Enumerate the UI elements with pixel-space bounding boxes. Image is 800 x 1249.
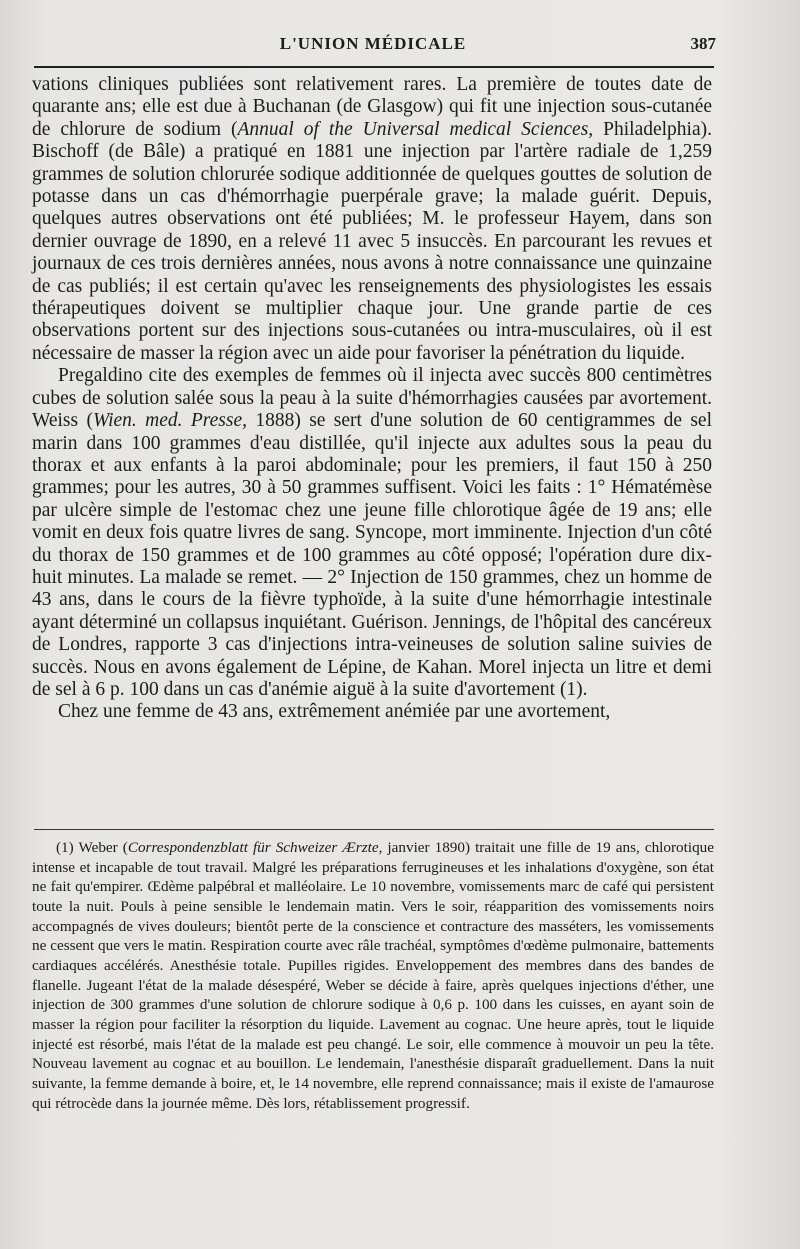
paragraph-1-text-a: vations cliniques publiées sont relativement rares. La première de toutes date de quarante ans; elle est due à Buchanan (de Glasgow) qui fit une injection sous-cutanée de chlorure de sodium ( <box>32 74 712 140</box>
footnote-rule <box>34 829 714 830</box>
page-number: 387 <box>690 34 716 53</box>
running-title: L'UNION MÉDICALE <box>279 34 467 53</box>
citation-wien-med-presse: Wien. med. Presse, <box>92 410 248 432</box>
footnote-1-text-b: janvier 1890) traitait une fille de 19 ans, chlorotique intense et incapable de tout travail. Malgré les préparations ferrugineuses et les inhalations d'oxygène, son état ne fait qu'empirer. Œdème palpébral et malléolaire. Le 10 novembre, vomissements marc de café qui persistent toute la nuit. Pouls à peine sensible le lendemain matin. Vers le soir, réapparition des vomissements noirs accompagnés de vives douleurs; bientôt perte de la conscience et contracture des masséters, les vomissements ne cessent que vers le matin. Respiration courte avec râle trachéal, symptômes d'œdème pulmonaire, battements cardiaques accélérés. Anesthésie totale. Pupilles rigides. Enveloppement des membres dans des bandes de flanelle. Jugeant l'état de la malade désespéré, Weber se décide à faire, après quelques injections d'éther, une injection de 300 grammes d'une solution de chlorure sodique à 0,6 p. 100 dans les cuisses, en ayant soin de masser la région pour faciliter la résorption du liquide. Lavement au cognac. Une heure après, tout le liquide injecté est résorbé, mais l'état de la malade est peu changé. Le soir, elle commence à mouvoir un peu la tête. Nouveau lavement au cognac et au bouillon. Le lendemain, l'anesthésie disparaît graduellement. Dans la nuit suivante, la femme demande à boire, et, le 14 novembre, elle reprend connaissance; mais il existe de l'amaurose qui rétrocède dans la journée même. Dès lors, rétablissement progressif. <box>32 839 714 1112</box>
paragraph-1-text-b: Philadelphia). Bischoff (de Bâle) a pratiqué en 1881 une injection par l'artère radiale de 1,259 grammes de solution chlorurée sodique additionnée de quelques gouttes de solution de potasse dans un cas d'hémorrhagie puerpérale grave; la malade guérit. Depuis, quelques autres observations ont été publiées; M. le professeur Hayem, dans son dernier ouvrage de 1890, en a relevé 11 avec 5 insuccès. En parcourant les revues et journaux de ces trois dernières années, nous avons à notre connaissance une quinzaine de cas publiés; il est certain qu'avec les renseignements des physiologistes les essais thérapeutiques doivent se multiplier chaque jour. Une grande partie de ces observations portent sur des injections sous-cutanées ou intra-musculaires, où il est nécessaire de masser la région avec un aide pour favoriser la pénétration du liquide. <box>32 118 712 364</box>
footnote-1 <box>32 838 714 1113</box>
citation-annual-universal-medical-sciences: Annual of the Universal medical Sciences, <box>237 118 594 140</box>
citation-correspondenzblatt: Correspondenzblatt für Schweizer Ærzte, <box>127 839 383 856</box>
paragraph-2 <box>32 365 712 701</box>
footnote <box>32 838 714 1113</box>
page-header <box>30 34 716 58</box>
paragraph-3: Chez une femme de 43 ans, extrêmement anémiée par une avortement, <box>58 701 611 723</box>
paragraph-2-text-a: Pregaldino cite des exemples de femmes où il injecta avec succès 800 centimètres cubes de solution salée sous la peau à la suite d'hémorrhagies causées par avortement. Weiss ( <box>32 365 712 432</box>
main-text <box>32 74 712 724</box>
footnote-1-text-a: (1) Weber ( <box>56 839 128 856</box>
paragraph-2-text-b: 1888) se sert d'une solution de 60 centigrammes de sel marin dans 100 grammes d'eau distillée, qu'il injecte aux adultes sous la peau du thorax et aux enfants à la paroi abdominale; pour les premiers, il faut 150 à 250 grammes; pour les autres, 30 à 50 grammes suffisent. Voici les faits : 1° Hématémèse par ulcère simple de l'estomac chez une jeune fille chlorotique âgée de 19 ans; elle vomit en deux fois quatre livres de sang. Syncope, mort imminente. Injection d'un côté du thorax de 150 grammes et de 100 grammes au côté opposé; l'opération dure dix-huit minutes. La malade se remet. — 2° Injection de 150 grammes, chez un homme de 43 ans, dans le cours de la fièvre typhoïde, à la suite d'une hémorrhagie intestinale ayant déterminé un collapsus inquiétant. Guérison. Jennings, de l'hôpital des cancéreux de Londres, rapporte 3 cas d'injections intra-veineuses de solution saline suivies de succès. Nous en avons également de Lépine, de Kahan. Morel injecta un litre et demi de sel à 6 p. 100 dans un cas d'anémie aiguë à la suite d'avortement (1). <box>32 410 712 700</box>
paragraph-1 <box>32 74 712 365</box>
header-rule <box>34 66 714 68</box>
